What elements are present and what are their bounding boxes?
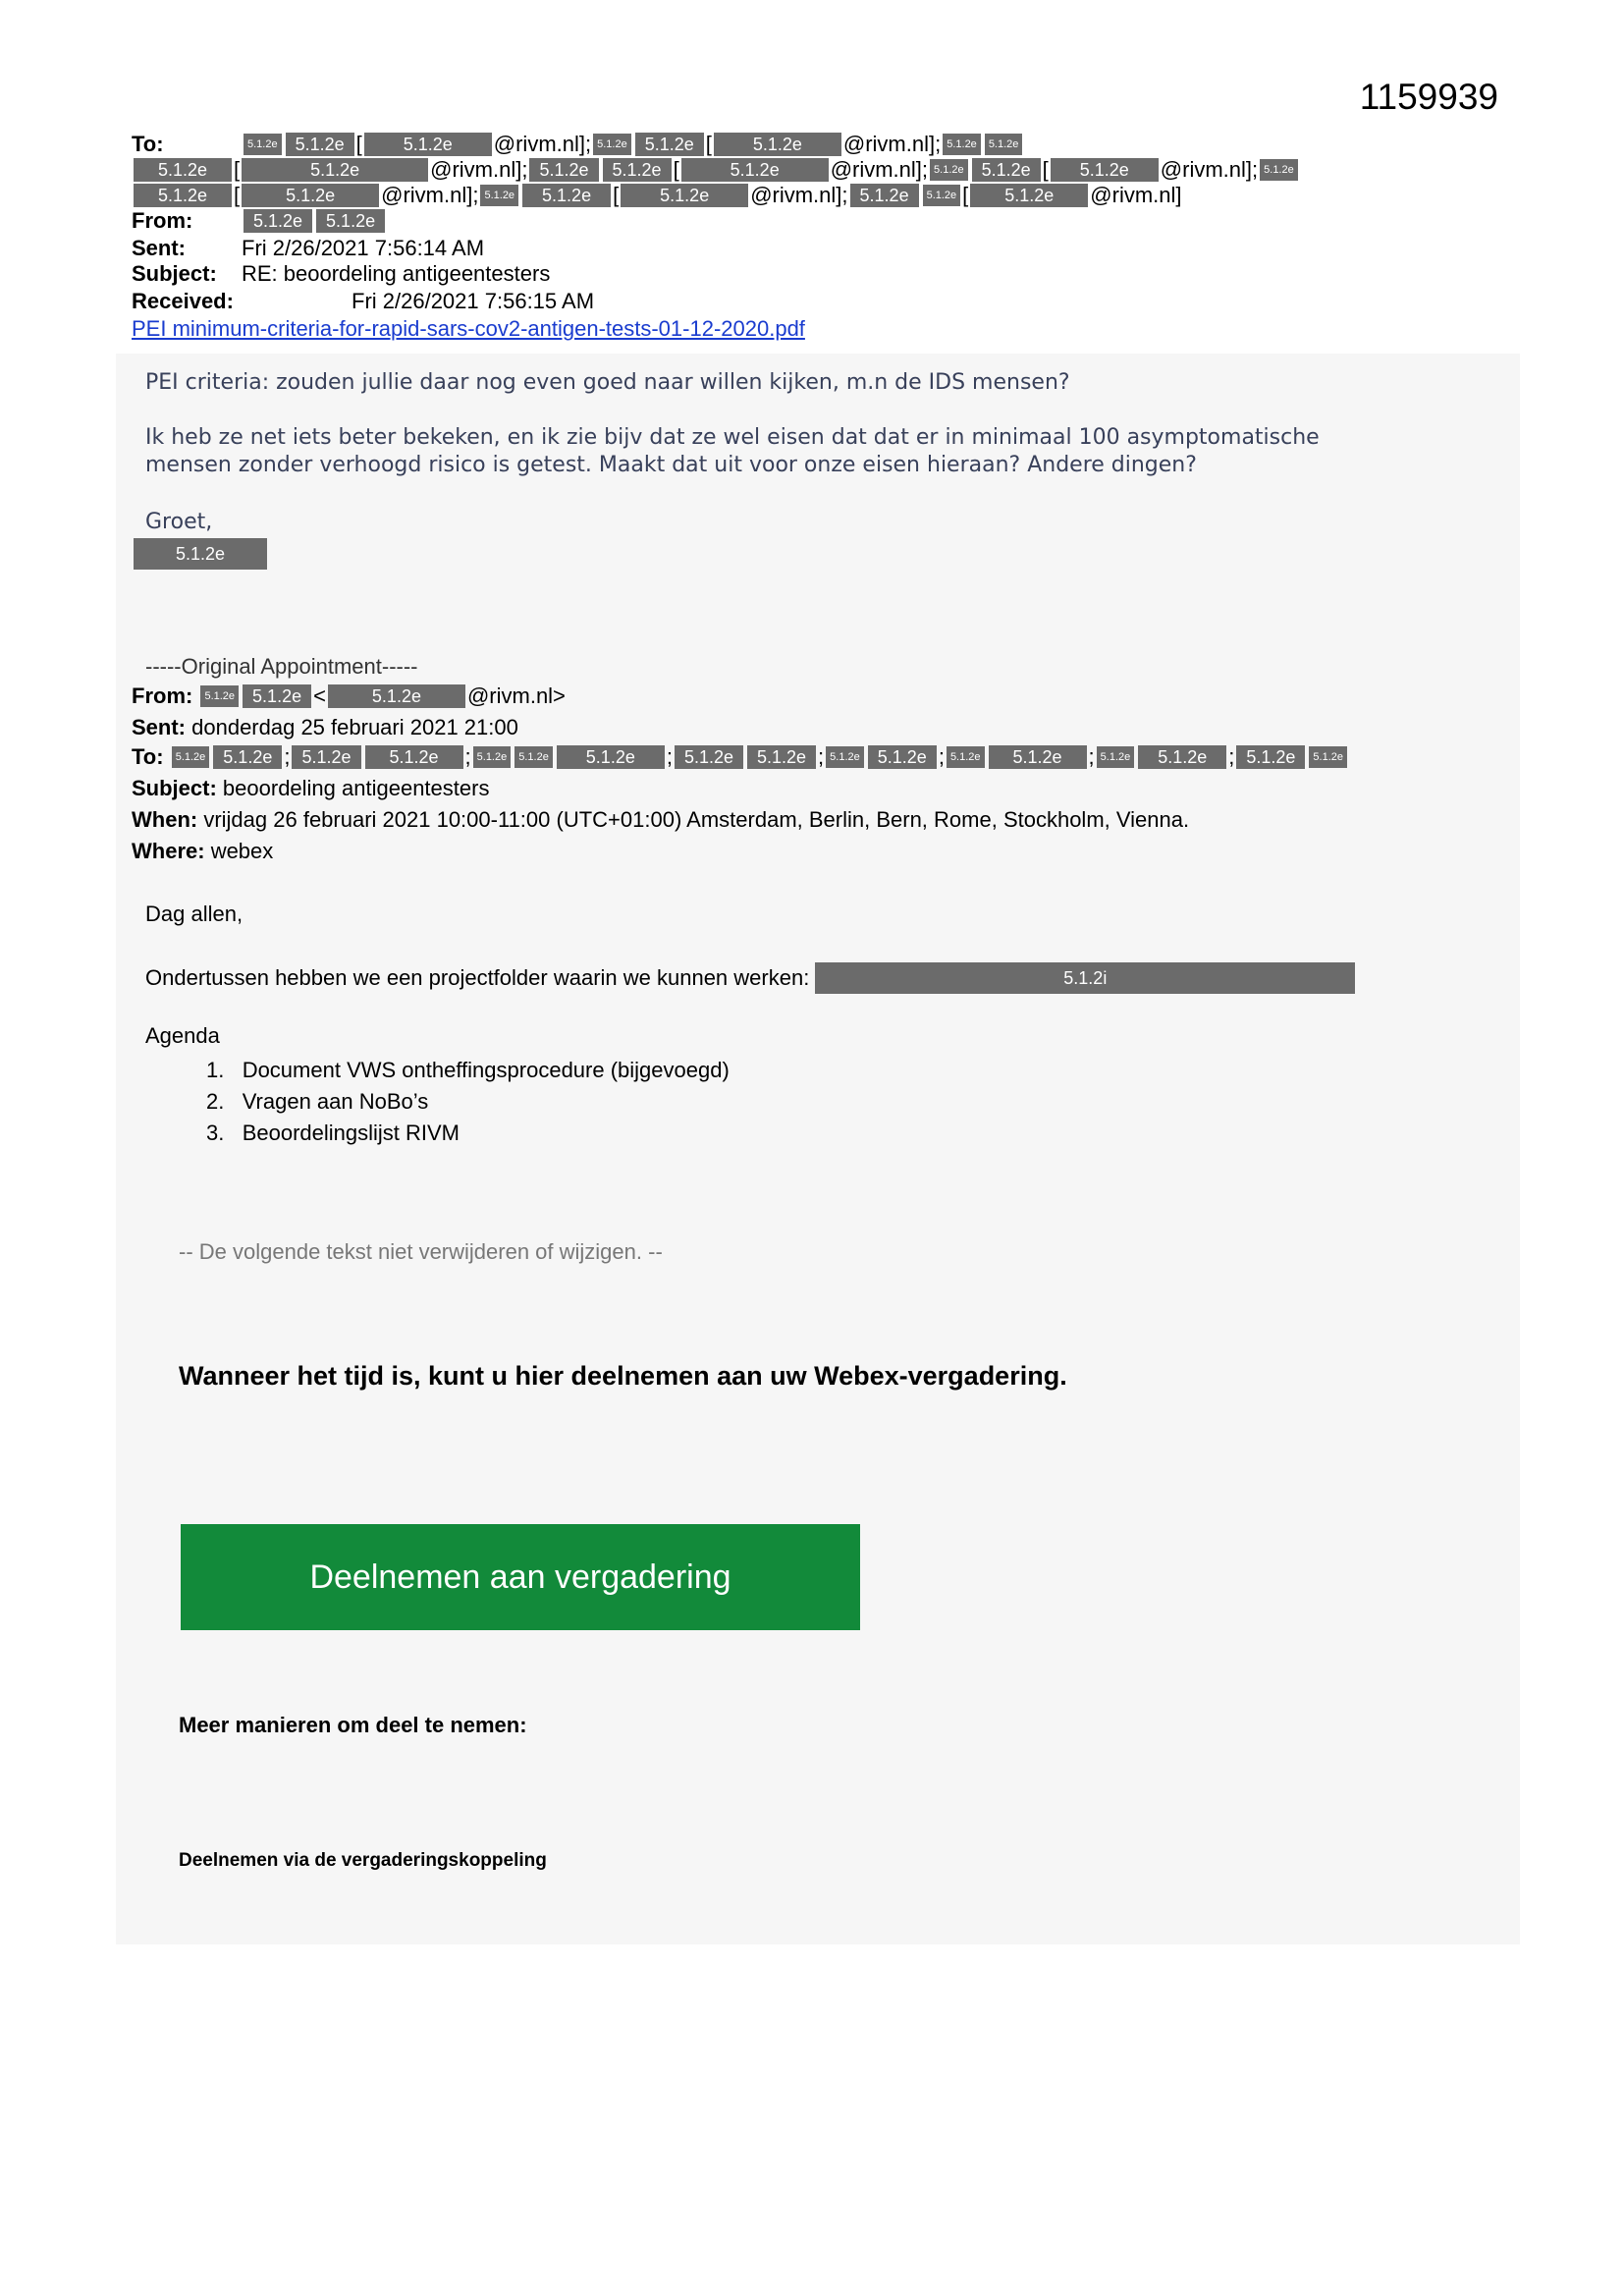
orig-where-line: [132, 839, 273, 864]
email-suffix: @rivm.nl];: [1160, 157, 1259, 182]
orig-from-suffix: @rivm.nl>: [466, 683, 566, 708]
sent-line: [132, 236, 484, 261]
signature-redaction: [132, 538, 269, 570]
agenda-item: 2. Vragen aan NoBo’s: [206, 1089, 429, 1114]
redaction: 5.1.2e: [989, 745, 1087, 769]
redaction: 5.1.2e: [365, 745, 463, 769]
body-line-2a: Ik heb ze net iets beter bekeken, en ik zie bijv dat ze wel eisen dat dat er in minimaal 100 asymptomatische: [145, 425, 1320, 450]
redaction: 5.1.2e: [868, 745, 937, 769]
redaction: 5.1.2e: [947, 746, 985, 768]
join-meeting-button[interactable]: Deelnemen aan vergadering: [181, 1524, 860, 1630]
redaction: 5.1.2e: [473, 746, 512, 768]
project-text: Ondertussen hebben we een projectfolder waarin we kunnen werken:: [145, 965, 810, 990]
sent-label: Sent:: [132, 236, 186, 260]
sent-value: Fri 2/26/2021 7:56:14 AM: [242, 236, 485, 260]
redaction: 5.1.2e: [200, 685, 239, 707]
orig-subject-label: Subject:: [132, 776, 217, 800]
orig-where-label: Where:: [132, 839, 205, 863]
redaction: 5.1.2e: [529, 158, 598, 182]
agenda-item: 1. Document VWS ontheffingsprocedure (bijgevoegd): [206, 1058, 730, 1082]
orig-sent-label: Sent:: [132, 715, 186, 739]
body-line-1: PEI criteria: zouden jullie daar nog even goed naar willen kijken, m.n de IDS mensen?: [145, 370, 1070, 395]
orig-subject-line: [132, 776, 489, 801]
attachment-line: [132, 316, 805, 342]
email-suffix-end: @rivm.nl]: [1090, 183, 1182, 207]
redaction: 5.1.2e: [1236, 745, 1305, 769]
email-body-background: [116, 354, 1520, 1944]
agenda-list: [206, 1055, 730, 1149]
redaction: 5.1.2e: [930, 159, 968, 181]
redaction: 5.1.2e: [826, 746, 864, 768]
to-label: To:: [132, 132, 164, 156]
email-suffix: @rivm.nl];: [830, 157, 929, 182]
orig-from-line: From: 5.1.2e 5.1.2e < 5.1.2e @rivm.nl>: [132, 683, 566, 708]
redaction: 5.1.2e: [172, 746, 210, 768]
original-divider: -----Original Appointment-----: [145, 654, 418, 679]
from-line: [132, 208, 387, 234]
greeting: Groet,: [145, 510, 213, 534]
received-line: [132, 289, 594, 314]
orig-to-line: To: 5.1.2e 5.1.2e ; 5.1.2e 5.1.2e ; 5.1.2e 5.1.2e 5.1.2e ; 5.1.2e 5.1.2e ; 5.1.2e 5.1.2e ; 5.1.2e 5.1.2e ; 5.1.2e 5.1.2e ; 5.1.2e 5.1.2e: [132, 744, 1349, 770]
redaction: 5.1.2e: [134, 158, 232, 182]
orig-when-label: When:: [132, 807, 198, 832]
redaction: 5.1.2e: [593, 134, 631, 155]
orig-subject-value: beoordeling antigeentesters: [222, 776, 490, 800]
salutation: Dag allen,: [145, 902, 244, 926]
orig-to-label: To:: [132, 744, 164, 769]
to-line-3: 5.1.2e [ 5.1.2e @rivm.nl]; 5.1.2e 5.1.2e [ 5.1.2e @rivm.nl]; 5.1.2e 5.1.2e [ 5.1.2e @rivm.nl]: [132, 183, 1182, 208]
project-line: [145, 962, 1357, 994]
redaction: 5.1.2e: [244, 209, 312, 233]
redaction: 5.1.2i: [815, 962, 1355, 994]
redaction: 5.1.2e: [213, 745, 282, 769]
redaction: 5.1.2e: [714, 133, 841, 156]
redaction: 5.1.2e: [1138, 745, 1226, 769]
redaction: 5.1.2e: [675, 745, 743, 769]
redaction: 5.1.2e: [244, 134, 282, 155]
redaction: 5.1.2e: [970, 184, 1088, 207]
email-suffix: @rivm.nl];: [381, 183, 479, 207]
orig-when-value: vrijdag 26 februari 2021 10:00-11:00 (UTC+01:00) Amsterdam, Berlin, Bern, Rome, Stockholm, Vienna.: [203, 807, 1190, 832]
redaction: 5.1.2e: [480, 185, 518, 206]
email-suffix: @rivm.nl];: [842, 132, 942, 156]
redaction: 5.1.2e: [850, 184, 919, 207]
redaction: 5.1.2e: [1097, 746, 1135, 768]
join-via-link[interactable]: Deelnemen via de vergaderingskoppeling: [179, 1850, 547, 1871]
document-number: 1159939: [1359, 77, 1498, 117]
email-suffix: @rivm.nl];: [430, 157, 528, 182]
redaction: 5.1.2e: [292, 745, 360, 769]
redaction: 5.1.2e: [134, 184, 232, 207]
redaction: 5.1.2e: [681, 158, 829, 182]
body-line-2b: mensen zonder verhoogd risico is getest. Maakt dat uit voor onze eisen hieraan? Andere dingen?: [145, 453, 1197, 477]
redaction: 5.1.2e: [972, 158, 1041, 182]
redaction: 5.1.2e: [1309, 746, 1347, 768]
redaction: 5.1.2e: [514, 746, 553, 768]
agenda-title: Agenda: [145, 1023, 220, 1048]
orig-sent-value: donderdag 25 februari 2021 21:00: [191, 715, 518, 739]
received-value: Fri 2/26/2021 7:56:15 AM: [352, 289, 595, 313]
more-ways-heading: Meer manieren om deel te nemen:: [179, 1713, 527, 1737]
orig-from-label: From:: [132, 683, 193, 708]
redaction: 5.1.2e: [1260, 159, 1298, 181]
orig-when-line: [132, 807, 1189, 833]
subject-value: RE: beoordeling antigeentesters: [242, 261, 551, 286]
to-line-1: To: 5.1.2e 5.1.2e [ 5.1.2e @rivm.nl]; 5.1.2e 5.1.2e [ 5.1.2e @rivm.nl]; 5.1.2e 5.1.2e: [132, 132, 1024, 157]
redaction: 5.1.2e: [364, 133, 492, 156]
email-suffix: @rivm.nl];: [750, 183, 848, 207]
redaction: 5.1.2e: [603, 158, 672, 182]
attachment-link[interactable]: PEI minimum-criteria-for-rapid-sars-cov2-antigen-tests-01-12-2020.pdf: [132, 316, 805, 341]
redaction: 5.1.2e: [286, 133, 354, 156]
orig-sent-line: [132, 715, 518, 740]
subject-line: [132, 261, 550, 287]
to-line-2: 5.1.2e [ 5.1.2e @rivm.nl]; 5.1.2e 5.1.2e [ 5.1.2e @rivm.nl]; 5.1.2e 5.1.2e [ 5.1.2e @rivm.nl]; 5.1.2e: [132, 157, 1300, 183]
redaction: 5.1.2e: [923, 185, 961, 206]
from-label: From:: [132, 208, 193, 233]
redaction: 5.1.2e: [522, 184, 611, 207]
redaction: 5.1.2e: [242, 158, 428, 182]
agenda-item: 3. Beoordelingslijst RIVM: [206, 1121, 460, 1145]
webex-notice: -- De volgende tekst niet verwijderen of wijzigen. --: [179, 1239, 663, 1264]
orig-where-value: webex: [210, 839, 274, 863]
redaction: 5.1.2e: [134, 538, 267, 570]
redaction: 5.1.2e: [985, 134, 1023, 155]
redaction: 5.1.2e: [635, 133, 704, 156]
redaction: 5.1.2e: [621, 184, 748, 207]
redaction: 5.1.2e: [747, 745, 816, 769]
email-suffix: @rivm.nl];: [493, 132, 592, 156]
redaction: 5.1.2e: [316, 209, 385, 233]
redaction: 5.1.2e: [243, 684, 311, 708]
redaction: 5.1.2e: [557, 745, 665, 769]
webex-heading: Wanneer het tijd is, kunt u hier deelnemen aan uw Webex-vergadering.: [179, 1361, 1067, 1391]
redaction: 5.1.2e: [1051, 158, 1159, 182]
received-label: Received:: [132, 289, 234, 313]
redaction: 5.1.2e: [242, 184, 379, 207]
redaction: 5.1.2e: [328, 684, 465, 708]
subject-label: Subject:: [132, 261, 217, 286]
redaction: 5.1.2e: [943, 134, 981, 155]
